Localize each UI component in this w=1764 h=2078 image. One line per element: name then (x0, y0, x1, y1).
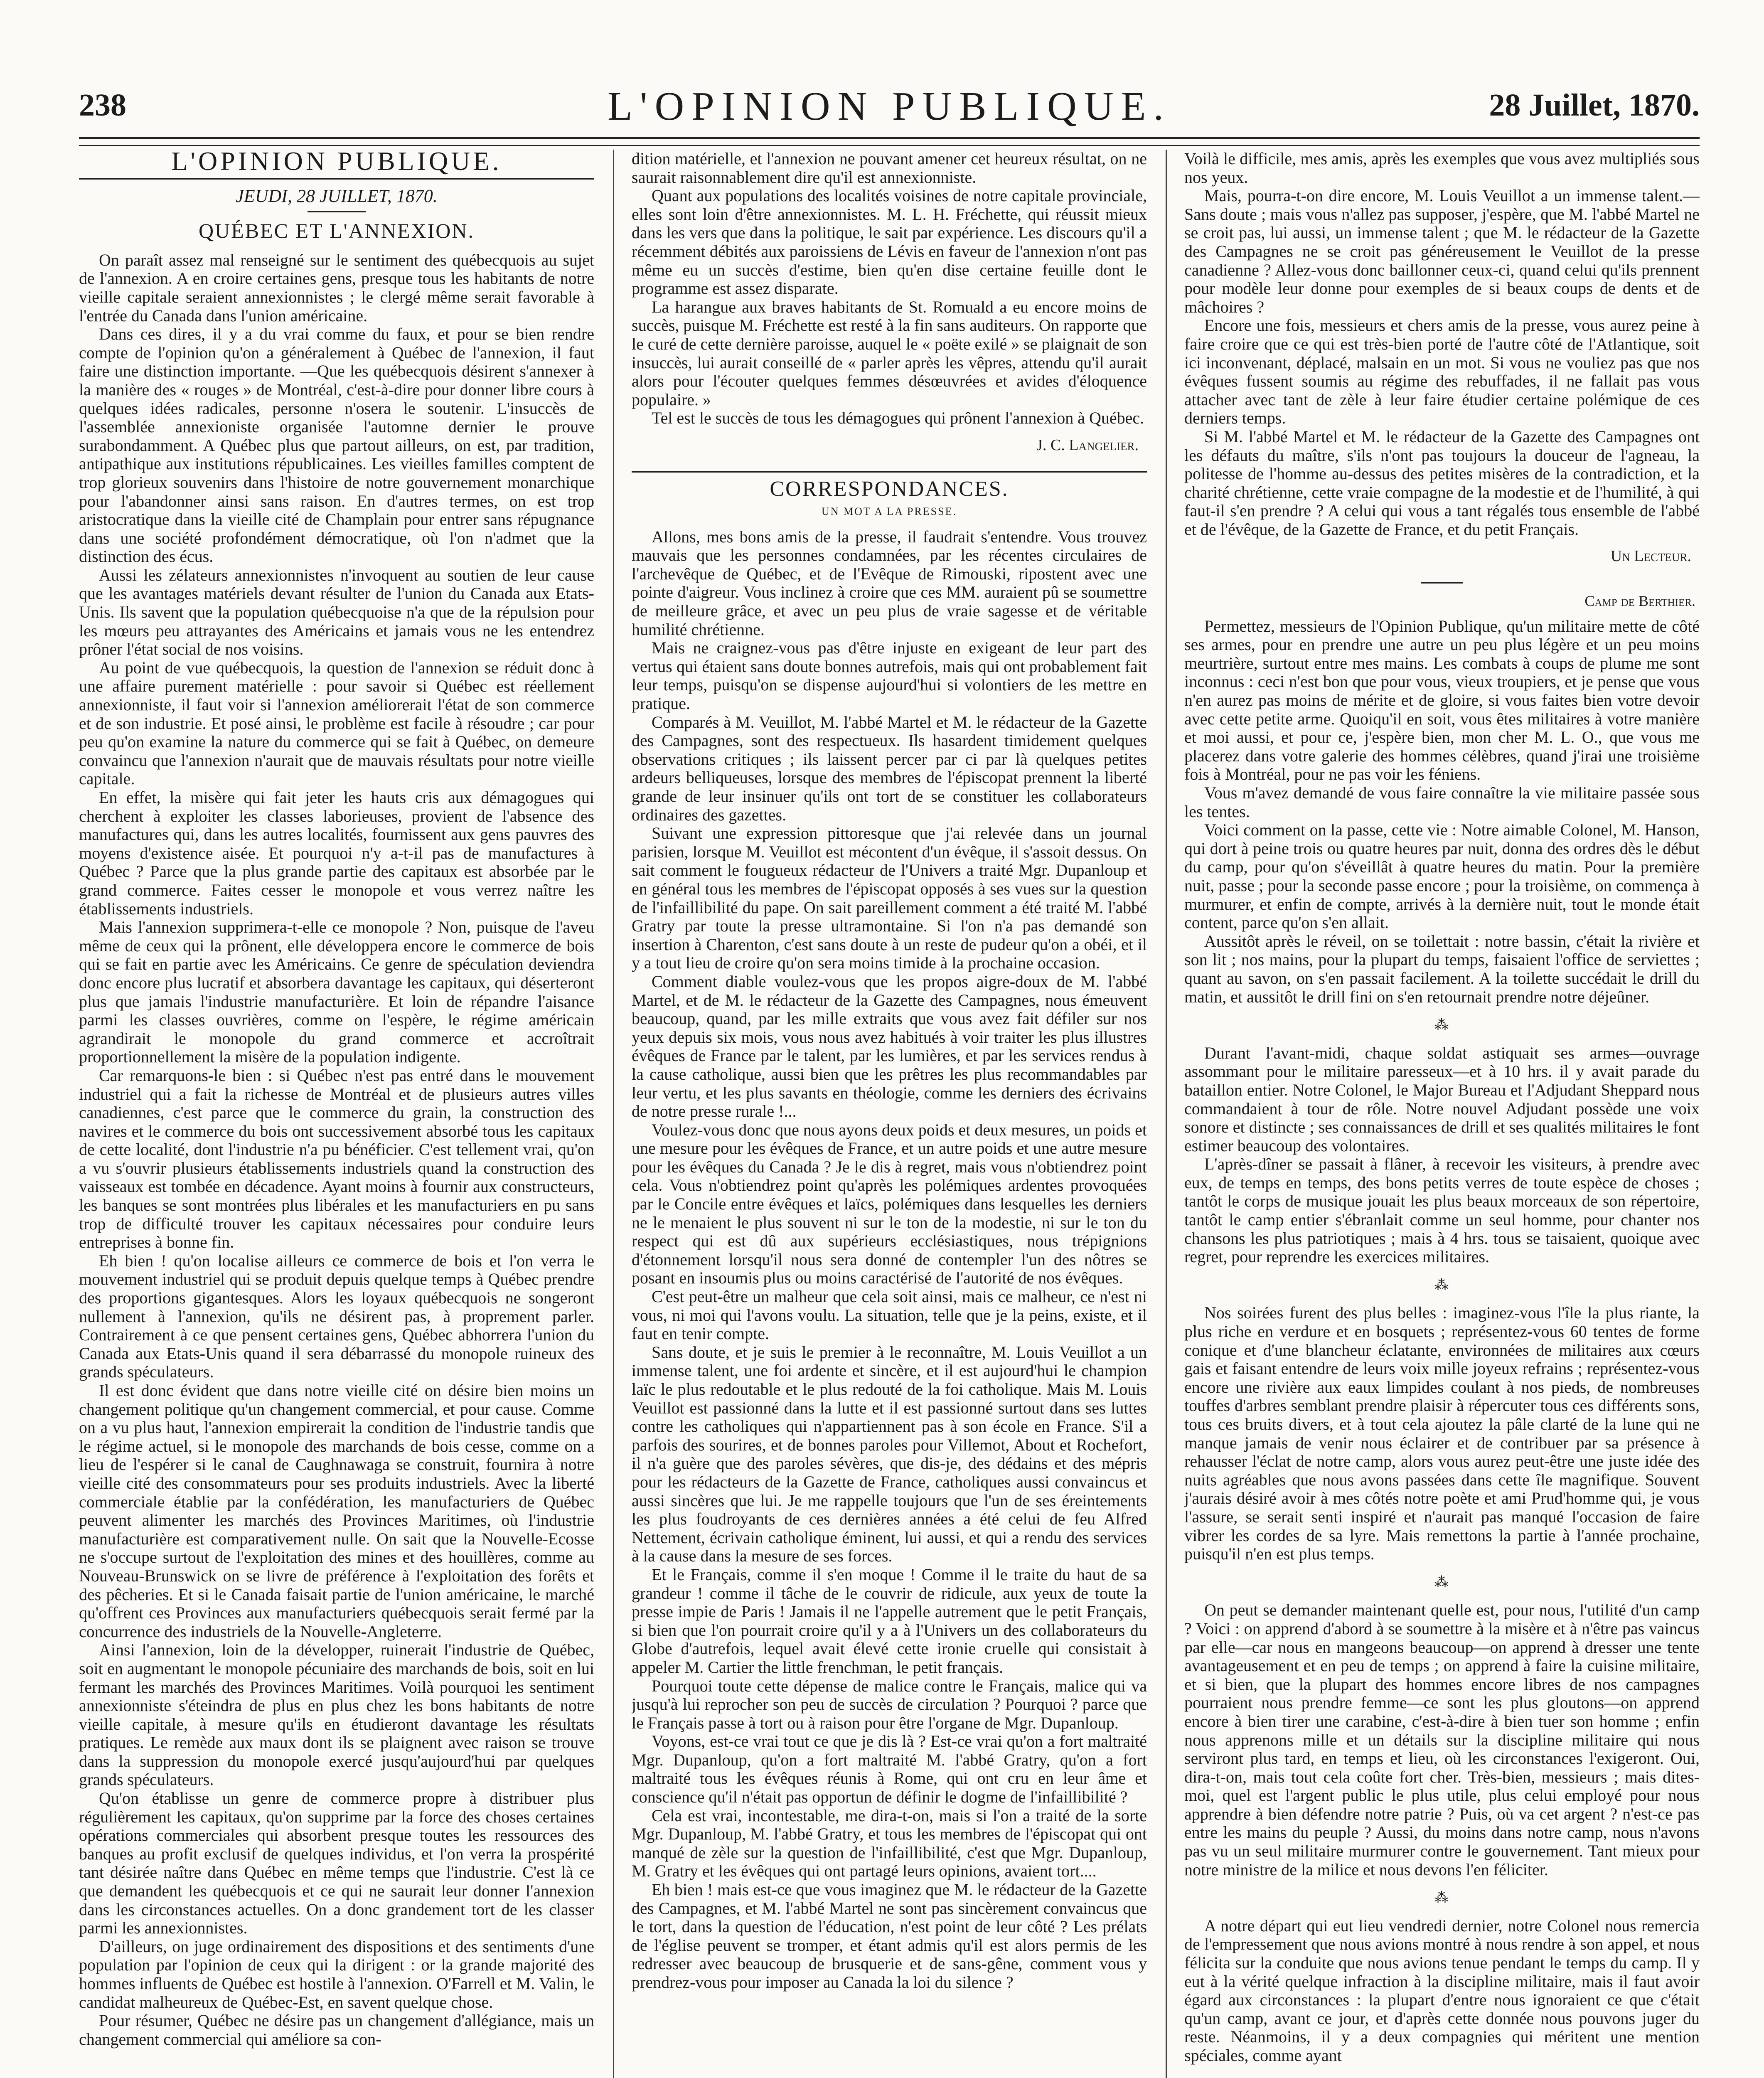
camp-paragraph: Nos soirées furent des plus belles : imaginez-vous l'île la plus riante, la plus riche en verdure et en bosquets ; représentez-vous 60 tentes de forme conique et d'une blancheur éclatante, environnées de militaires aux cœurs gais et faisant entendre de leurs voix mille joyeux refrains ; représentez-vous encore une rivière aux eaux limpides coulant à nos pieds, de nombreuses touffes d'arbres semblant prendre plaisir à répercuter tous ces différents sons, tous ces bruits divers, et à tout cela ajoutez la pâle clarté de la lune qui ne manque jamais de venir nous éclairer et de contribuer par sa présence à rehausser l'éclat de notre camp, alors vous aurez peut-être une juste idée des nuits agréables que nous avons passées dans cette île magnifique. Souvent j'aurais désiré avoir à mes côtés notre poète et ami Prud'homme qui, je vous l'assure, se serait senti inspiré et n'aurait pas manqué l'occasion de faire vibrer les cordes de sa lyre. Mais remettons la partie à l'année prochaine, puisqu'il n'en est plus temps. (1184, 1303, 1700, 1563)
section-separator: ⁂ (1434, 1574, 1449, 1590)
letter-paragraph: Cela est vrai, incontestable, me dira-t-on, mais si l'on a traité de la sorte Mgr. Dupanloup, M. l'abbé Gratry, et tous les membres de l'épiscopat qui ont manqué de zèle sur la question de l'infaillibilité, c'est que Mgr. Dupanloup, M. Gratry et les évêques qui ont partagé leurs opinions, avaient tort.... (632, 1806, 1147, 1881)
letter-paragraph: Voulez-vous donc que nous ayons deux poids et deux mesures, un poids et une mesure pour les évêques de France, et un autre poids et une autre mesure pour les évêques du Canada ? Je le dis à regret, mais vous n'obtiendrez point cela. Vous n'obtiendrez point qu'après les polémiques ardentes provoquées par le Concile entre évêques et laïcs, polémiques dans lesquelles les derniers ne le menaient le plus souvent ni sur le ton de la modestie, ni sur le ton du respect qui est dû aux supérieurs ecclésiastiques, nous trépignions d'étonnement lorsqu'il nous sera donné de contempler l'un des nôtres se posant en insoumis plus ou moins caractérisé de l'autorité de nos évêques. (632, 1120, 1147, 1288)
letter-paragraph: Allons, mes bons amis de la presse, il faudrait s'entendre. Vous trouvez mauvais que les personnes condamnées, par les récentes circulaires de l'archevêque de Québec, et de l'Evêque de Rimouski, ripostent avec une pointe d'aigreur. Vous inclinez à croire que ces MM. auraient pû se soumettre de meilleure grâce, et avec un peu plus de vraie sagesse et de véritable humilité chrétienne. (632, 527, 1147, 639)
article-paragraph: On paraît assez mal renseigné sur le sentiment des québecquois au sujet de l'annexion. A en croire certaines gens, presque tous les habitants de notre vieille capitale seraient annexionnistes ; le clergé même serait favorable à l'entrée du Canada dans l'union américaine. (79, 250, 594, 325)
camp-paragraph: Durant l'avant-midi, chaque soldat astiquait ses armes—ouvrage assommant pour le militaire paresseux—et à 10 hrs. il y avait parade du bataillon entier. Notre Colonel, le Major Bureau et l'Adjudant Sheppard nous commandaient à tour de rôle. Notre nouvel Adjudant possède une voix sonore et distincte ; ses connaissances de drill et ses qualités militaires le font estimer beaucoup des volontaires. (1184, 1043, 1700, 1155)
section-title: L'OPINION PUBLIQUE. (171, 150, 502, 176)
column-3 (1184, 150, 1700, 2078)
letter-paragraph: Mais, pourra-t-on dire encore, M. Louis Veuillot a un immense talent.—Sans doute ; mais vous n'allez pas supposer, j'espère, que M. l'abbé Martel ne se croit pas, lui aussi, un immense talent ; que M. le rédacteur de la Gazette des Campagnes ne se croit pas généreusement le Veuillot de la presse canadienne ? Allez-vous donc baillonner ceux-ci, quand celui qu'ils prennent pour modèle leur donne pour exemples de si beaux coups de dents et de mâchoires ? (1184, 186, 1700, 316)
article-paragraph: Quant aux populations des localités voisines de notre capitale provinciale, elles sont loin d'être annexionnistes. M. L. H. Fréchette, qui réussit mieux dans les vers que dans la politique, le sait par expérience. Les discours qu'il a récemment débités aux paroissiens de Lévis en faveur de l'annexion n'ont pas même eu un succès d'estime, bien qu'en dise certaine feuille dont le programme est assez disparate. (632, 186, 1147, 298)
article-paragraph: Pour résumer, Québec ne désire pas un changement d'allégiance, mais un changement commercial qui améliore sa con- (79, 2011, 594, 2048)
article-signature: J. C. Langelier. (1036, 436, 1139, 454)
camp-paragraph: A notre départ qui eut lieu vendredi dernier, notre Colonel nous remercia de l'empressement que nous avions montré à nous rendre à son appel, et nous félicita sur la conduite que nous avions tenue pendant le temps du camp. Il y eut à la vérité quelque infraction à la discipline militaire, mais il faut avoir égard aux circonstances : la plupart d'entre nous ignoraient ce que c'était qu'un camp, avant ce jour, et d'après cette donnée nous pouvons juger du reste. Néanmoins, il y a deux compagnies qui méritent une mention spéciales, comme ayant (1184, 1916, 1700, 2065)
correspondance-subtitle: UN MOT A LA PRESSE. (822, 505, 957, 518)
letter-paragraph: Pourquoi toute cette dépense de malice contre le Français, malice qui va jusqu'à lui reprocher son peu de succès de circulation ? Pourquoi ? parce que le Français passe à tort ou à raison pour être l'organe de Mgr. Dupanloup. (632, 1676, 1147, 1732)
camp-paragraph: Vous m'avez demandé de vous faire connaître la vie militaire passée sous les tentes. (1184, 783, 1700, 821)
letter-paragraph: Comparés à M. Veuillot, M. l'abbé Martel et M. le rédacteur de la Gazette des Campagnes, sont des respectueux. Ils hasardent timidement quelques observations critiques ; ils laissent percer par ci par là quelques petites ardeurs belliqueuses, lorsque des membres de l'épiscopat prennent la liberté grande de leur insinuer qu'ils ont tort de se constituer les collaborateurs ordinaires des gazettes. (632, 712, 1147, 824)
camp-paragraph: Aussitôt après le réveil, on se toilettait : notre bassin, c'était la rivière et son lit ; nos mains, pour la plupart du temps, faisaient l'office de serviettes ; quant au savon, on s'en passait facilement. A la toilette succédait le drill du matin, et aussitôt le drill fini on s'en retournait prendre notre déjeûner. (1184, 931, 1700, 1006)
section-separator: ⁂ (1434, 1017, 1449, 1033)
letter-paragraph: C'est peut-être un malheur que cela soit ainsi, mais ce malheur, ce n'est ni vous, ni moi qui l'avons voulu. La situation, telle que je la peins, existe, et il faut en tenir compte. (632, 1287, 1147, 1343)
article-title: QUÉBEC ET L'ANNEXION. (198, 219, 475, 243)
dateline: JEUDI, 28 JUILLET, 1870. (236, 185, 438, 206)
column-2 (632, 150, 1147, 2078)
letter-paragraph: Comment diable voulez-vous que les propos aigre-doux de M. l'abbé Martel, et de M. le rédacteur de la Gazette des Campagnes, nous émeuvent beaucoup, quand, par les mille extraits que vous avez fait défiler sur nos yeux depuis six mois, vous nous avez habitués à voir traiter les plus illustres évêques de France par le talent, par les lumières, et par les services rendus à la cause catholique, aussi bien que les prêtres les plus recommandables par leur vertu, et les plus savants en théologie, comme les derniers des écrivains de notre presse rurale !... (632, 972, 1147, 1121)
section-separator: ⁂ (1434, 1890, 1449, 1906)
article-paragraph: Eh bien ! qu'on localise ailleurs ce commerce de bois et l'on verra le mouvement industriel qui se produit depuis quelque temps à Québec prendre des proportions gigantesques. Alors les loyaux québecquois ne songeront nullement à l'annexion, qu'ils ne désirent pas, à proprement parler. Contrairement à ce que pensent certaines gens, Québec abhorrera l'union du Canada aux Etats-Unis quand il sera débarrassé du monopole ruineux des grands spéculateurs. (79, 1251, 594, 1381)
letter-paragraph: Si M. l'abbé Martel et M. le rédacteur de la Gazette des Campagnes ont les défauts du maître, s'ils n'ont pas toujours la douceur de l'agneau, la politesse de l'homme au-dessus des petites misères de la contradiction, et la charité chrétienne, cette vraie compagne de la modestie et de l'humilité, à qui faut-il s'en prendre ? A celui qui vous a tant régalés tous ensemble de l'abbé et de l'évêque, de la Gazette de France, et du petit Français. (1184, 427, 1700, 539)
letter-paragraph: Sans doute, et je suis le premier à le reconnaître, M. Louis Veuillot a un immense talent, une foi ardente et sincère, et il est aujourd'hui le champion laïc le plus redoutable et le plus redouté de la foi catholique. Mais M. Louis Veuillot est passionné dans la lutte et il est passionné surtout dans ses luttes contre les catholiques qui n'appartiennent pas à son école en France. S'il a parfois des sourires, et de bonnes paroles pour Villemot, About et Rochefort, il n'a guère que des paroles sévères, que dis-je, des dédains et des mépris pour les rédacteurs de la Gazette de France, catholiques aussi convaincus et aussi sincères que lui. Je me rappelle toujours que l'un de ses éreintements les plus foudroyants de ces dernières années a été celui de feu Alfred Nettement, écrivain catholique éminent, lui aussi, et qui a rendu des services à la cause dans la mesure de ses forces. (632, 1342, 1147, 1566)
correspondance-title: CORRESPONDANCES. (770, 477, 1009, 501)
camp-paragraph: Voici comment on la passe, cette vie : Notre aimable Colonel, M. Hanson, qui dort à peine trois ou quatre heures par nuit, donna des ordres dès le début du camp, pour qu'on s'éveillât à quatre heures du matin. Pour la première nuit, passe ; pour la seconde passe encore ; pour la troisième, on commença à murmurer, et enfin de compte, arrivés à la dernière nuit, tout le monde était content, parce qu'on s'en allait. (1184, 820, 1700, 932)
masthead-rule (79, 137, 1700, 146)
article-paragraph: Qu'on établisse un genre de commerce propre à distribuer plus régulièrement les capitaux, qu'on supprime par la force des choses certaines opérations commerciales qui absorbent presque toutes les ressources des banques au profit exclusif de quelques individus, et l'on verra la prospérité tant désirée naître dans Québec en même temps que l'industrie. C'est là ce que demandent les québecquois et ce qui ne saurait leur donner l'annexion dans les circonstances actuelles. On a donc grandement tort de les classer parmi les annexionnistes. (79, 1789, 594, 1938)
letter-paragraph: Voilà le difficile, mes amis, après les exemples que vous avez multipliés sous nos yeux. (1184, 150, 1700, 187)
letter-paragraph: Encore une fois, messieurs et chers amis de la presse, vous aurez peine à faire croire que ce qui est très-bien porté de l'autre côté de l'Atlantique, soit ici inconvenant, déplacé, malsain en un mot. Si vous ne vouliez pas que nos évêques fussent soumis au régime des rebuffades, il ne fallait pas vous attacher avec tant de zèle à leur faire étudier certaine polémique de ces derniers temps. (1184, 316, 1700, 428)
article-paragraph: Dans ces dires, il y a du vrai comme du faux, et pour se bien rendre compte de l'opinion qu'on a généralement à Québec de l'annexion, il faut faire une distinction importante. —Que les québecquois désirent s'annexer à la manière des « rouges » de Montréal, c'est-à-dire pour donner libre cours à quelques idées radicales, personne n'osera le soutenir. L'insuccès de l'assemblée annexioniste organisée l'automne dernier le prouve surabondamment. A Québec plus que partout ailleurs, on est, par tradition, antipathique aux institutions républicaines. Les vieilles familles comptent de trop glorieux souvenirs dans l'histoire de notre gouvernement monarchique pour l'abandonner ainsi sans raison. En d'autres termes, on est trop aristocratique dans la vieille cité de Champlain pour entrer sans répugnance dans une société profondément démocratique, où l'on n'admet que la distinction des écus. (79, 325, 594, 566)
section-rule (632, 471, 1147, 473)
article-paragraph: Mais l'annexion supprimera-t-elle ce monopole ? Non, puisque de l'aveu même de ceux qui la prônent, elle développera encore le commerce de bois qui se fait en partie avec les Américains. Ce genre de spéculation deviendra donc encore plus lucratif et absorbera davantage les capitaux, qui déserteront plus que jamais l'industrie manufacturière. Et loin de répandre l'aisance parmi les classes ouvrières, comme on l'espère, le régime américain agrandirait le monopole du grand commerce et accroîtrait proportionnellement la misère de la population indigente. (79, 918, 594, 1066)
short-rule (1421, 582, 1463, 584)
masthead (79, 83, 1700, 133)
article-paragraph: En effet, la misère qui fait jeter les hauts cris aux démagogues qui cherchent à exploiter les classes laborieuses, provient de l'absence des manufactures qui, dans les autres localités, fournissent aux gens pauvres des moyens d'existence aisée. Et pourquoi n'y a-t-il pas de manufactures à Québec ? Parce que la plus grande partie des capitaux est absorbée par le grand commerce. Faites cesser le monopole et vous verrez naître les établissements industriels. (79, 788, 594, 918)
article-paragraph: Au point de vue québecquois, la question de l'annexion se réduit donc à une affaire purement matérielle : pour savoir si Québec est réellement annexionniste, il faut voir si l'annexion améliorerait l'état de son commerce et de son industrie. Et posé ainsi, le problème est facile à résoudre ; car pour peu qu'on examine la nature du commerce qui se fait à Québec, on demeure convaincu que l'annexion n'aurait que de mauvais résultats pour notre vieille capitale. (79, 658, 594, 788)
camp-paragraph: On peut se demander maintenant quelle est, pour nous, l'utilité d'un camp ? Voici : on apprend d'abord à se soumettre à la misère et à n'être pas vaincus par elle—car nous en mangeons beaucoup—on apprend à dresser une tente avantageusement et en peu de temps ; on apprend à faire la cuisine militaire, et si bien, que la plupart des hommes encore libres de nos campagnes pourraient nous prendre femme—ce sont les plus gloutons—on apprend encore à bien tirer une carabine, c'est-à-dire à bien tuer son homme ; enfin nous apprenons mille et un détails sur la discipline militaire qui nous serviront plus tard, en temps et lieu, où les circonstances l'exigeront. Oui, dira-t-on, mais tout cela coûte fort cher. Très-bien, messieurs ; mais dites-moi, quel est l'argent public le plus utile, plus celui employé pour nous apprendre à bien défendre notre patrie ? Puis, où va cet argent ? n'est-ce pas entre les mains du peuple ? Aussi, du moins dans notre camp, nous n'avons pas vu un seul militaire murmurer contre le gouvernement. Tant mieux pour notre ministre de la milice et nous devons l'en féliciter. (1184, 1600, 1700, 1879)
article-paragraph: Aussi les zélateurs annexionnistes n'invoquent au soutien de leur cause que les avantages matériels devant résulter de l'union du Canada aux Etats-Unis. Ils savent que la population québecquoise n'a que de la répulsion pour les mœurs peu attrayantes des Américains et jamais vous ne les entendrez prôner l'état social de nos voisins. (79, 565, 594, 659)
letter-signature: Un Lecteur. (1610, 547, 1691, 565)
article-paragraph: D'ailleurs, on juge ordinairement des dispositions et des sentiments d'une population par l'opinion de ceux qui la dirigent : or la grande majorité des hommes influents de Québec est hostile à l'annexion. O'Farrell et M. Valin, le candidat malheureux de Québec-Est, en savent quelque chose. (79, 1937, 594, 2012)
column-1 (79, 150, 594, 2078)
camp-paragraph: Permettez, messieurs de l'Opinion Publique, qu'un militaire mette de côté ses armes, pour en prendre une autre un peu plus légère et un peu moins meurtrière, surtout entre mes mains. Les combats à coups de plume me sont inconnus : ceci n'est bon que pour vous, vieux troupiers, et je pense que vous n'en aurez pas moins de mérite et de gloire, si vous faites bien votre devoir avec cette petite arme. Quoiqu'il en soit, vous êtes militaires à votre manière et moi aussi, et pour ce, j'espère bien, mon cher M. L. O., que vous me placerez dans votre galerie des hommes célèbres, quand j'irai une troisième fois à Montréal, pour ne pas voir les féniens. (1184, 616, 1700, 784)
article-paragraph: Ainsi l'annexion, loin de la développer, ruinerait l'industrie de Québec, soit en augmentant le monopole pécuniaire des marchands de bois, soit en lui fermant les marchés des Provinces Maritimes. Voilà pourquoi les sentiment annexionniste s'éteindra de plus en plus chez les bons habitants de notre vieille capitale, à mesure qu'ils en étudieront davantage les résultats pratiques. Le remède aux maux dont ils se plaignent avec raison se trouve dans la suppression du monopole exercé jusqu'aujourd'hui par quelques grands spéculateurs. (79, 1640, 594, 1789)
short-rule (308, 211, 366, 212)
article-paragraph: Il est donc évident que dans notre vieille cité on désire bien moins un changement politique qu'un changement commercial, et pour cause. Comme on a vu plus haut, l'annexion empirerait la condition de l'industrie tandis que le régime actuel, si le monopole des marchands de bois cesse, comme on a lieu de l'espérer si le canal de Caughnawaga se construit, fournira à notre vieille cité des consommateurs pour ses produits industriels. Avec la liberté commerciale établie par la confédération, les manufacturiers de Québec peuvent alimenter les marchés des Provinces Maritimes, où l'industrie manufacturière est comparativement nulle. On sait que la Nouvelle-Ecosse ne s'occupe surtout de l'exploitation des mines et des houillères, comme au Nouveau-Brunswick on se livre de préférence à l'exploitation des forêts et des pêcheries. Et si le Canada faisait partie de l'union américaine, le marché qu'offrent ces Provinces aux manufacturiers québecquois serait fermé par la concurrence des industriels de la Nouvelle-Angleterre. (79, 1381, 594, 1641)
column-divider (1166, 150, 1167, 2078)
letter-paragraph: Voyons, est-ce vrai tout ce que je dis là ? Est-ce vrai qu'on a fort maltraité Mgr. Dupanloup, qu'on a fort maltraité M. l'abbé Gratry, qu'on a fort maltraité tous les évêques réunis à Rome, qui ont cru en leur âme et conscience qu'il n'était pas opportun de définir le dogme de l'infaillibilité ? (632, 1732, 1147, 1807)
letter-paragraph: Mais ne craignez-vous pas d'être injuste en exigeant de leur part des vertus qui étaient sans doute bonnes autrefois, mais qui ont probablement fait leur temps, puisqu'on se dispense aujourd'hui si volontiers de les mettre en pratique. (632, 638, 1147, 713)
article-paragraph: Tel est le succès de tous les démagogues qui prônent l'annexion à Québec. (652, 409, 1144, 428)
section-separator: ⁂ (1434, 1277, 1449, 1293)
page-number: 238 (79, 88, 126, 123)
camp-title: Camp de Berthier. (1584, 593, 1695, 610)
letter-paragraph: Suivant une expression pittoresque que j'ai relevée dans un journal parisien, lorsque M. Veuillot est mécontent d'un évêque, il s'assoit dessus. On sait comment le fougueux rédacteur de l'Univers a traité Mgr. Dupanloup et en général tous les membres de l'épiscopat opposés à ses vues sur la question de l'infaillibilité du pape. On sait pareillement comment a été traité M. l'abbé Gratry par toute la presse ultramontaine. Si l'on n'a pas demandé son insertion à Charenton, c'est sans doute à un reste de pudeur qu'on a obéi, et il y a tout lieu de croire qu'on sera moins timide à la prochaine occasion. (632, 824, 1147, 973)
letter-paragraph: Et le Français, comme il s'en moque ! Comme il le traite du haut de sa grandeur ! comme il tâche de le couvrir de ridicule, aux yeux de toute la presse impie de Paris ! Jamais il ne l'appelle autrement que le petit Français, si bien que l'on pourrait croire qu'il y a à l'Univers un des collaborateurs du Globe d'autrefois, lequel avait élevé cette ironie cruelle qui consistait à appeler M. Cartier the little frenchman, le petit français. (632, 1565, 1147, 1677)
camp-paragraph: L'après-dîner se passait à flâner, à recevoir les visiteurs, à prendre avec eux, de temps en temps, des bons petits verres de toute espèce de choses ; tantôt le corps de musique jouait les plus beaux morceaux de son répertoire, tantôt le camp entier s'ébranlait comme un seul homme, pour chanter nos chansons les plus patriotiques ; mais à 4 hrs. tous se taisaient, quoique avec regret, pour reprendre les exercices militaires. (1184, 1155, 1700, 1266)
issue-date: 28 Juillet, 1870. (1489, 88, 1700, 123)
letter-paragraph: Eh bien ! mais est-ce que vous imaginez que M. le rédacteur de la Gazette des Campagnes, et M. l'abbé Martel ne sont pas sincèrement convaincus que le tort, dans la question de l'éducation, n'est point de leur côté ? Les prélats de l'église peuvent se tromper, et étant admis qu'il est alors permis de les redresser avec beaucoup de brusquerie et de sans-gêne, comment vous y prendrez-vous pour imposer au Canada la loi du silence ? (632, 1880, 1147, 1992)
column-divider (613, 150, 614, 2078)
section-rule (79, 178, 594, 180)
article-paragraph: La harangue aux braves habitants de St. Romuald a eu encore moins de succès, puisque M. Fréchette est resté à la fin sans auditeurs. On rapporte que le curé de cette dernière paroisse, auquel le « poëte exilé » se plaignait de son insuccès, lui aurait conseillé de « parler après les vêpres, attendu qu'il aurait alors pour l'écouter quelques femmes désœuvrées et avides d'éloquence populaire. » (632, 297, 1147, 409)
newspaper-title: L'OPINION PUBLIQUE. (608, 84, 1171, 129)
article-paragraph: dition matérielle, et l'annexion ne pouvant amener cet heureux résultat, on ne saurait raisonnablement dire qu'il est annexionniste. (632, 150, 1147, 187)
article-paragraph: Car remarquons-le bien : si Québec n'est pas entré dans le mouvement industriel qui a fait la richesse de Montréal et de plusieurs autres villes canadiennes, c'est parce que le commerce du grain, la construction des navires et le commerce du bois ont successivement absorbé tous les capitaux de cette localité, dont l'industrie n'a pu bénéficier. C'est tellement vrai, qu'on a vu s'ouvrir plusieurs établissements industriels quand la construction des vaisseaux est tombée en décadence. Ayant moins à fournir aux constructeurs, les banques se sont montrées plus libérales et les manufacturiers en pu sans trop de difficulté trouver les capitaux nécessaires pour conduire leurs entreprises à bonne fin. (79, 1066, 594, 1252)
